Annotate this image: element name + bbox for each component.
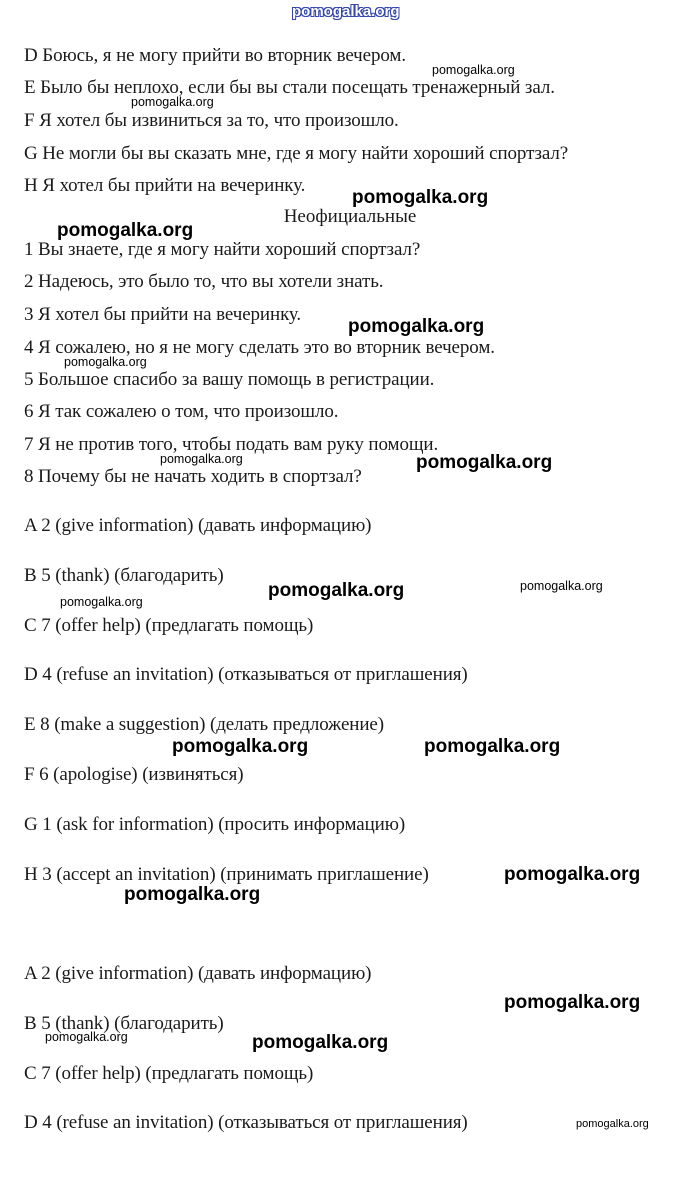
watermark: pomogalka.org (424, 736, 561, 757)
answer-e: E 8 (make a suggestion) (делать предложение) (24, 714, 384, 735)
informal-line-5: 5 Большое спасибо за вашу помощь в регистрации. (24, 369, 435, 390)
watermark: pomogalka.org (160, 452, 243, 466)
watermark: pomogalka.org (60, 595, 143, 609)
watermark: pomogalka.org (432, 63, 515, 77)
answer-a: A 2 (give information) (давать информацию) (24, 515, 372, 536)
informal-line-4: 4 Я сожалею, но я не могу сделать это во вторник вечером. (24, 337, 495, 358)
watermark: pomogalka.org (124, 884, 261, 905)
answer-g: G 1 (ask for information) (просить информацию) (24, 814, 406, 835)
watermark: pomogalka.org (348, 316, 485, 337)
formal-line-d: D Боюсь, я не могу прийти во вторник вечером. (24, 45, 406, 66)
informal-line-3: 3 Я хотел бы прийти на вечеринку. (24, 304, 302, 325)
formal-line-h: H Я хотел бы прийти на вечеринку. (24, 175, 306, 196)
formal-line-e: E Было бы неплохо, если бы вы стали посещать тренажерный зал. (24, 77, 555, 98)
watermark: pomogalka.org (352, 187, 489, 208)
watermark: pomogalka.org (131, 95, 214, 109)
header-watermark: pomogalka.org (292, 3, 400, 20)
answer-repeat-b: B 5 (thank) (благодарить) (24, 1013, 224, 1034)
formal-line-f: F Я хотел бы извиниться за то, что произошло. (24, 110, 399, 131)
answer-repeat-c: C 7 (offer help) (предлагать помощь) (24, 1063, 314, 1084)
watermark: pomogalka.org (45, 1030, 128, 1044)
watermark: pomogalka.org (252, 1032, 389, 1053)
answer-repeat-d: D 4 (refuse an invitation) (отказываться от приглашения) (24, 1112, 468, 1133)
watermark: pomogalka.org (64, 355, 147, 369)
answer-b: B 5 (thank) (благодарить) (24, 565, 224, 586)
watermark: pomogalka.org (504, 992, 641, 1013)
watermark: pomogalka.org (57, 220, 194, 241)
watermark: pomogalka.org (268, 580, 405, 601)
informal-line-6: 6 Я так сожалею о том, что произошло. (24, 401, 339, 422)
watermark: pomogalka.org (520, 579, 603, 593)
watermark: pomogalka.org (172, 736, 309, 757)
watermark: pomogalka.org (416, 452, 553, 473)
watermark: pomogalka.org (504, 864, 641, 885)
informal-line-2: 2 Надеюсь, это было то, что вы хотели знать. (24, 271, 384, 292)
informal-line-1: 1 Вы знаете, где я могу найти хороший спортзал? (24, 239, 421, 260)
answer-repeat-a: A 2 (give information) (давать информацию) (24, 963, 372, 984)
answer-d: D 4 (refuse an invitation) (отказываться от приглашения) (24, 664, 468, 685)
informal-line-7: 7 Я не против того, чтобы подать вам руку помощи. (24, 434, 439, 455)
answer-f: F 6 (apologise) (извиняться) (24, 764, 244, 785)
answer-c: C 7 (offer help) (предлагать помощь) (24, 615, 314, 636)
formal-line-g: G Не могли бы вы сказать мне, где я могу найти хороший спортзал? (24, 143, 569, 164)
watermark: pomogalka.org (576, 1118, 649, 1130)
informal-line-8: 8 Почему бы не начать ходить в спортзал? (24, 466, 362, 487)
informal-heading: Неофициальные (283, 206, 417, 227)
answer-h: H 3 (accept an invitation) (принимать приглашение) (24, 864, 429, 885)
